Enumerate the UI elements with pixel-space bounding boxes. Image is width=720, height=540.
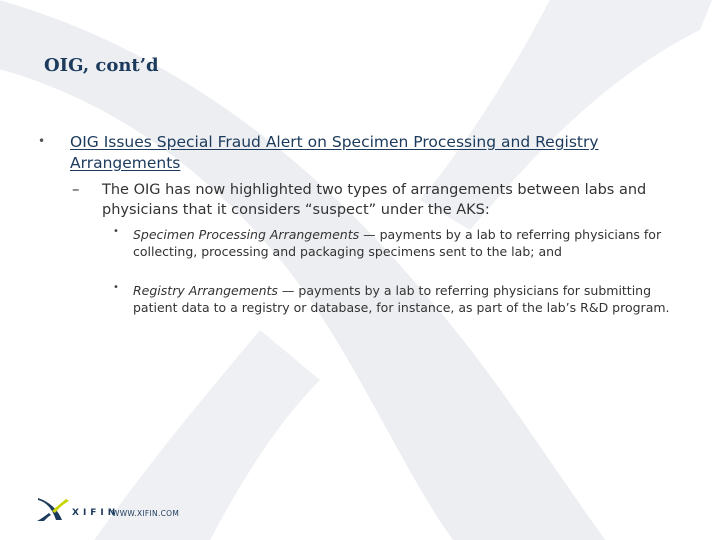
item-description: — payments by a lab to referring physicians for submitting patient data to a registry or database, for instance, as part of the lab’s R&D program. [133, 283, 670, 315]
bullet-marker: • [38, 134, 46, 148]
dash-marker: – [72, 180, 80, 198]
item-term: Registry Arrangements [133, 283, 278, 298]
bullet-marker: • [113, 226, 119, 237]
bullet-marker: • [113, 282, 119, 293]
item-description: — payments by a lab to referring physicians for collecting, processing and packaging specimens sent to the lab; and [133, 227, 662, 259]
list-item-text [133, 226, 683, 260]
main-bullet-text[interactable]: OIG Issues Special Fraud Alert on Specimen Processing and Registry Arrangements [70, 133, 599, 172]
footer-url[interactable]: WWW.XIFIN.COM [112, 509, 180, 518]
xifin-x-icon [36, 498, 70, 522]
logo-wordmark: XIFIN [72, 508, 120, 518]
list-item-text [133, 282, 683, 316]
sub-bullet-text: The OIG has now highlighted two types of arrangements between labs and physicians that it considers “suspect” under the AKS: [102, 182, 647, 218]
slide-title: OIG, cont’d [44, 55, 159, 76]
item-term: Specimen Processing Arrangements [133, 227, 360, 242]
footer-logo [36, 498, 236, 522]
